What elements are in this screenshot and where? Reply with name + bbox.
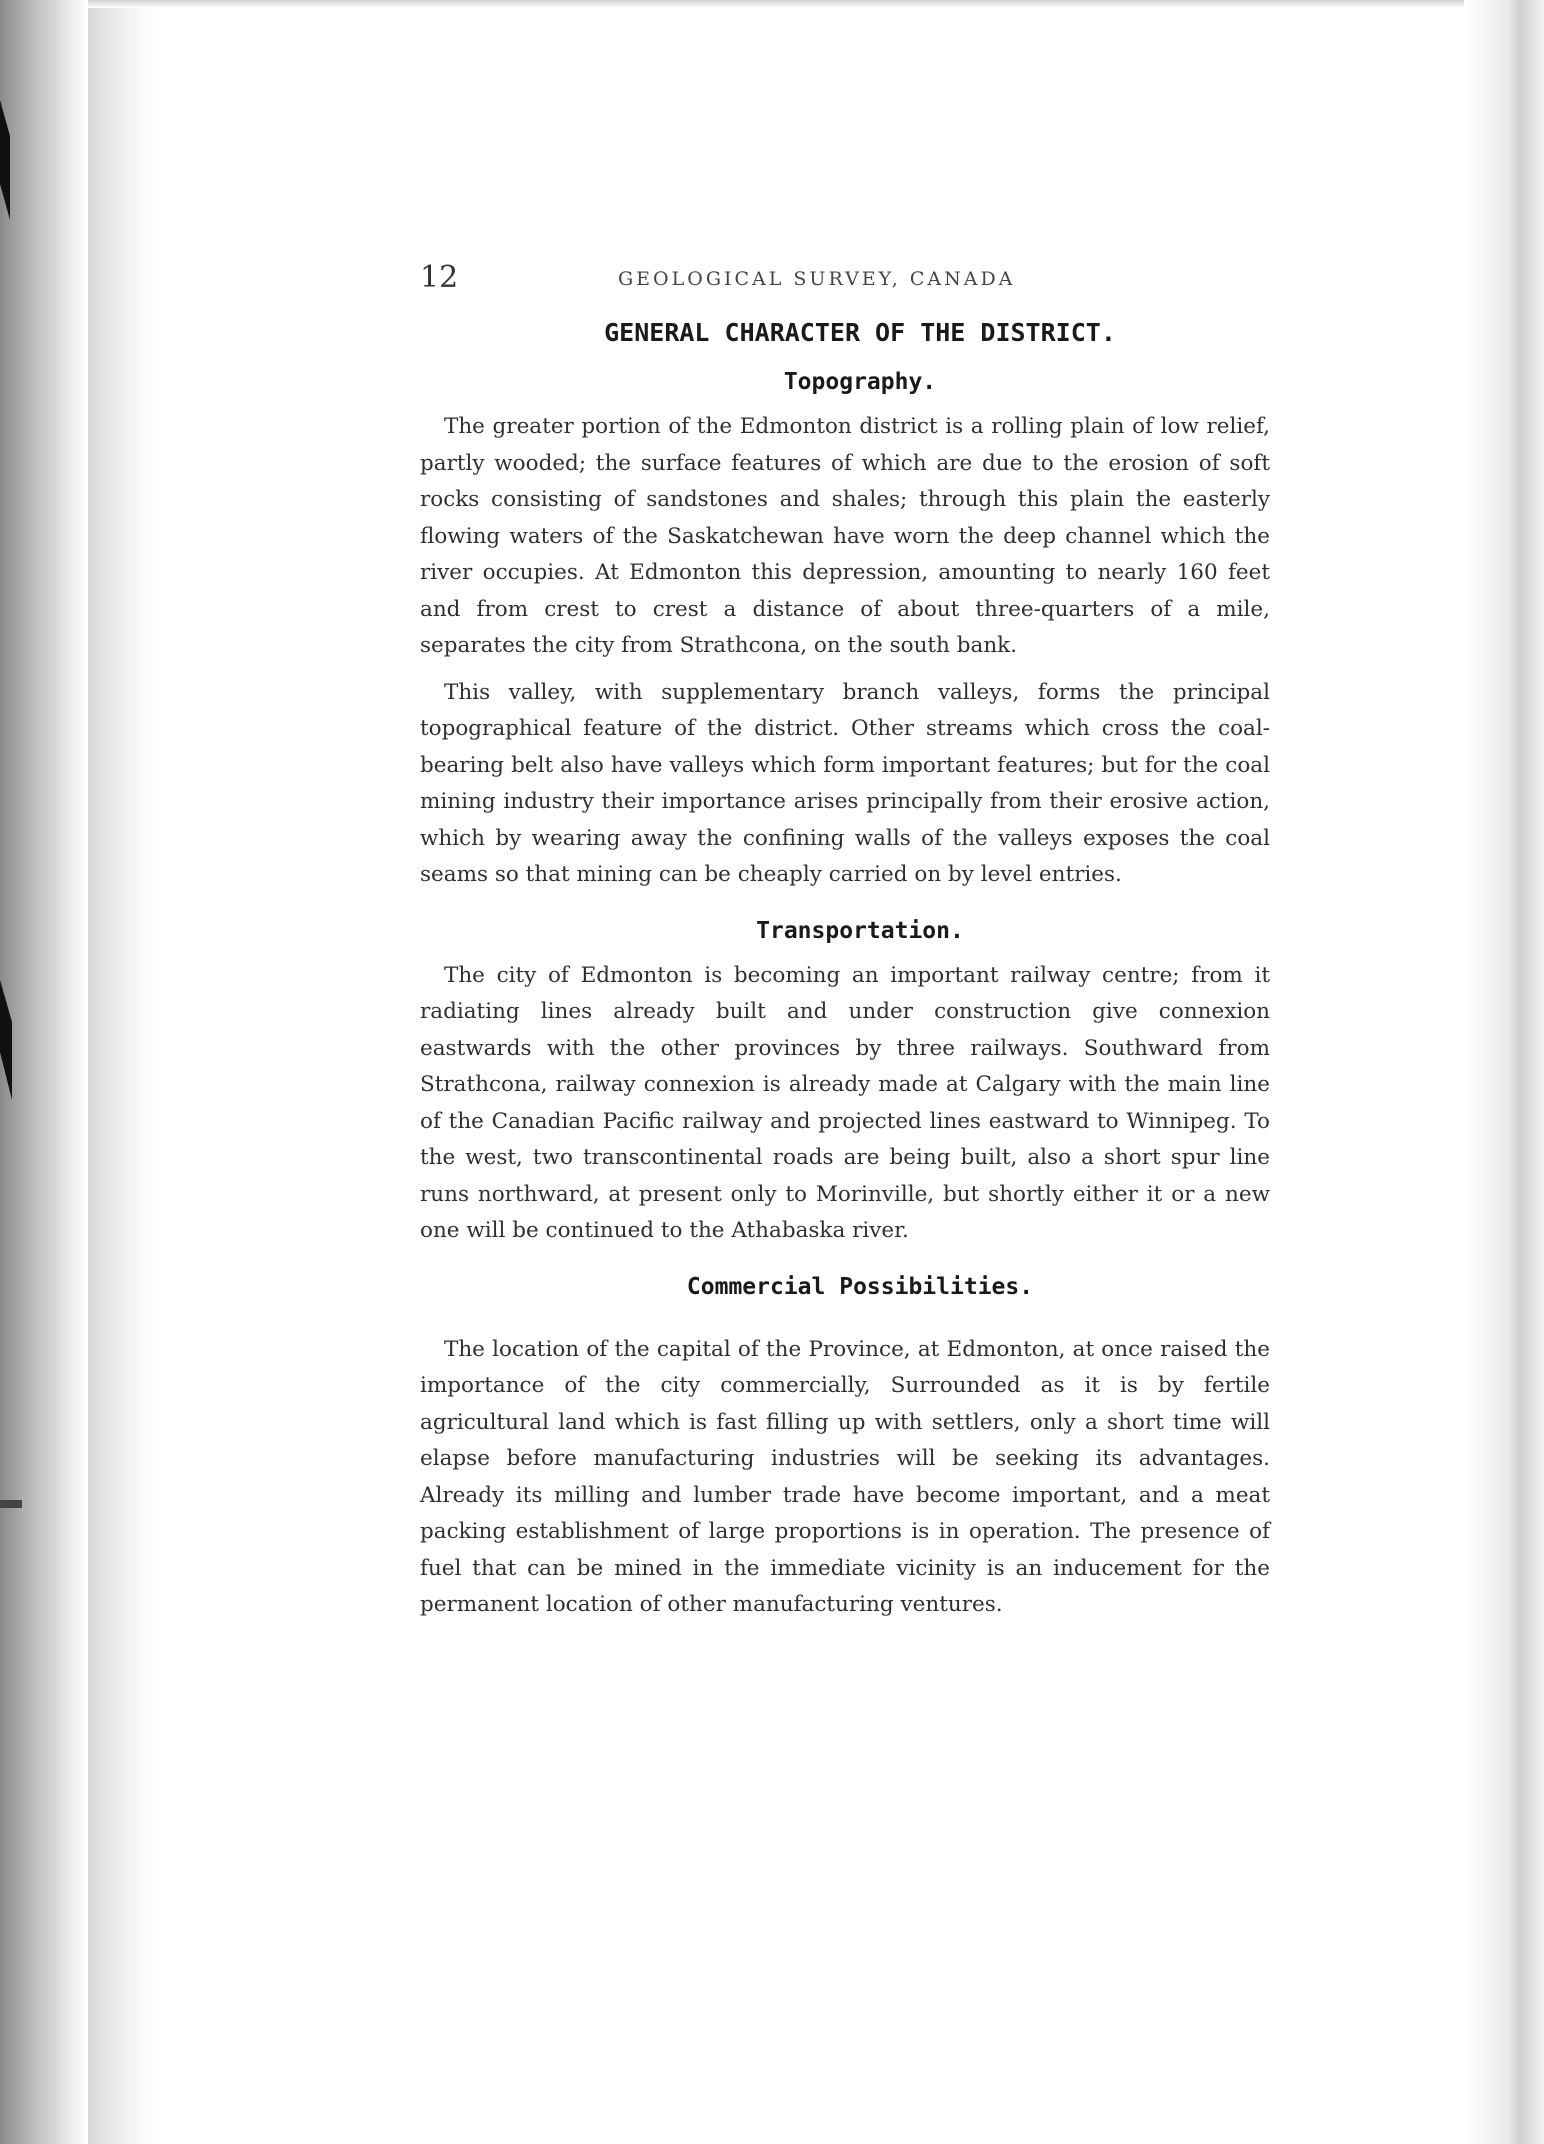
book-binding [0, 0, 88, 2144]
paragraph: The city of Edmonton is becoming an important railway centre; from it radiating lines already built and under construction give connexion eastwards with the other provinces by three railways. Southward from Strathcona, railway connexion is already made at Calgary with the main line of the Canadian Pacific railway and projected lines eastward to Winnipeg. To the west, two transcontinental roads are being built, also a short spur line runs northward, at present only to Morinville, but shortly either it or a new one will be continued to the Athabaska river. [420, 962, 1270, 1243]
running-title: GEOLOGICAL SURVEY, CANADA [618, 268, 1016, 290]
page-top-edge [88, 0, 1464, 8]
paragraph: This valley, with supplementary branch valleys, forms the principal topographical feature of the district. Other streams which cross the coal-bearing belt also have valleys which form important features; but for the coal mining industry their importance arises principally from their erosive action, which by wearing away the confining walls of the valleys exposes the coal seams so that mining can be cheaply carried on by level entries. [420, 679, 1270, 887]
binding-mark [0, 1500, 22, 1508]
page-number: 12 [420, 260, 459, 295]
page-right-edge [1464, 0, 1544, 2144]
page-gutter [88, 0, 158, 2144]
section-heading: Transportation. [756, 917, 964, 944]
running-head [420, 260, 1270, 300]
paragraph: The location of the capital of the Province, at Edmonton, at once raised the importance of the city commercially, Surrounded as it is by fertile agricultural land which is fast filling up with settlers, only a short time will elapse before manufacturing industries will be seeking its advantages. Already its milling and lumber trade have become important, and a meat packing establishment of large proportions is in operation. The presence of fuel that can be mined in the immediate vicinity is an inducement for the permanent location of other manufacturing ventures. [420, 1336, 1270, 1617]
section-transportation [420, 918, 1270, 1250]
paragraph: The greater portion of the Edmonton district is a rolling plain of low relief, partly wooded; the surface features of which are due to the erosion of soft rocks consisting of sandstones and shales; through this plain the easterly flowing waters of the Saskatchewan have worn the deep channel which the river occupies. At Edmonton this depression, amounting to nearly 160 feet and from crest to crest a distance of about three-quarters of a mile, separates the city from Strathcona, on the south bank. [420, 414, 1270, 658]
section-commercial-possibilities [420, 1274, 1270, 1624]
page-content [420, 260, 1270, 1634]
main-heading: GENERAL CHARACTER OF THE DISTRICT. [604, 318, 1116, 347]
section-heading: Commercial Possibilities. [686, 1273, 1034, 1300]
section-heading: Topography. [783, 369, 937, 395]
section-topography [420, 369, 1270, 894]
